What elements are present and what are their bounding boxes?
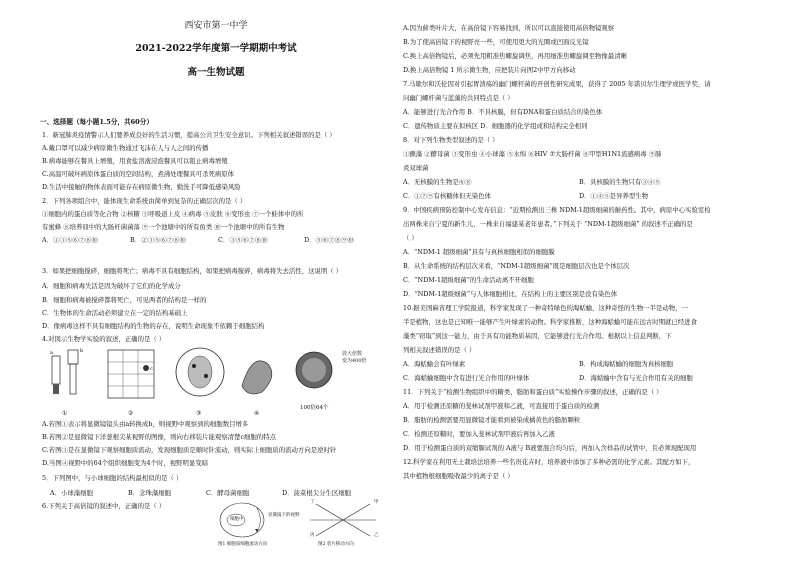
q5-option-b: B．念珠藻细胞	[128, 489, 172, 497]
q8-stem: 8．对下列生物类型叙述的是（ ）	[403, 136, 499, 144]
q11-option-a: A．用于检测还原糖的斐林试剂甲液和乙液，可直接用于蛋白质的检测	[403, 402, 600, 410]
q10-option-d: D．海蛞蝓中含有与光合作用有关的细胞	[579, 374, 693, 382]
q3-option-b: B．细胞和病毒被搅碎都将死亡，可见两者的结构是一样的	[42, 296, 207, 304]
q6-stem: 6.下列关于高倍镜的叙述中，正确的是（ ）	[42, 502, 166, 510]
cell-grid-view-icon	[296, 352, 332, 388]
q2-items-2: 有蜜蜂 ⑧培养皿中的大肠杆菌菌落 ⑨一个池塘中的所有鱼类 ⑩一个池塘中的所有生物	[42, 223, 285, 231]
q5-option-c: C．酵母菌细胞	[206, 489, 250, 497]
q1-option-c: C.高温可破坏病原体蛋白质的空间结构，煮沸处理餐具可杀死病原体	[42, 170, 235, 178]
fig-num-4: ④	[254, 410, 260, 417]
section-heading: 一、选择题（每小题1.5分，共60分）	[40, 118, 153, 126]
fig-num-1: ①	[62, 410, 68, 417]
root-tip-view-icon	[108, 350, 154, 398]
q2-option-d: D．⑤⑥⑦⑧⑨⑩	[304, 236, 354, 244]
q10-option-b: B．构成海蛞蝓的细胞为真核细胞	[579, 360, 674, 368]
fig1-caption: 图1 细胞质细胞流动方向	[218, 542, 268, 547]
q6-figure-2	[304, 498, 384, 542]
q8-option-d: D．①④⑤是异养型生物	[579, 192, 649, 200]
q12-stem-2: 其中植物根细胞吸收最少的离子是（ ）	[403, 472, 514, 480]
q8-items-1: ①颤藻 ②酵母菌 ③变形虫 ④小球藻 ⑤水绵 ⑥HIV ⑦大肠杆菌 ⑧甲型H1N1流感病毒 ⑨肺	[403, 150, 662, 158]
q1-option-d: D.生活中接触的物体表面可能存在病原微生物，勤洗手可降低感染风险	[42, 183, 241, 191]
fig1-label-view: 显微镜下的视野	[268, 513, 300, 518]
q5-option-a: A．小球藻细胞	[50, 489, 93, 497]
fig2-label-b: 甲	[374, 500, 379, 505]
subject-title: 高一生物试题	[187, 67, 245, 78]
q8-option-b: B．具核膜的生物只有③④⑤	[579, 178, 661, 186]
svg-text:b: b	[80, 348, 84, 354]
q4-figure	[42, 346, 390, 418]
q5-stem: 5．下列图中，与小球细胞的结构最相似的是（ ）	[42, 474, 183, 482]
q2-option-c: C．③⑤⑥⑦⑧⑩	[218, 236, 268, 244]
cytoplasm-flow-view-icon	[176, 348, 224, 396]
q6-option-a: A.因为藓类叶片大，在高倍镜下容易找到，所以可以直接使用高倍物镜观察	[403, 24, 615, 32]
magnification-note: 放大倍数 变为400倍	[342, 351, 367, 364]
q7-options-ab: A．能够进行光合作用 B．不具核膜，但有DNA和蛋白质结合的染色体	[403, 108, 603, 116]
q4-stem: 4.对図示生物学实验的叙述，正确的是（ ）	[42, 335, 166, 343]
objective-lens-icon	[50, 348, 83, 394]
q10-stem-1: 10.据美国麻省理工学院报道，科学家发现了一种奇特绿色的海蛞蝓，这种奇怪的生物一半是动物，一	[403, 304, 688, 312]
q9-option-a: A．“NDM-1 超级细菌”具有与真核细胞相似的细胞膜	[403, 248, 555, 256]
q2-stem: 2．下列各项组合中，能体现生命系统由简单到复杂的正确层次的是（ ）	[42, 197, 247, 205]
q1-option-b: B.病毒能够在餐具上增殖，用食盐溶液浸泡餐具可以阻止病毒增殖	[42, 157, 228, 165]
q12-stem-1: 12.科学家在利用无土栽培法培养一些名贵花卉时，培养液中添加了多种必需的化学元素。其配方如下，	[403, 458, 695, 466]
q3-stem: 3．如果把细胞搅碎，细胞将死亡；病毒不具有细胞结构，如果把病毒搅碎，病毒将失去活性，这说明（ ）	[42, 267, 343, 275]
fig2-caption: 图2 装片移动方向	[318, 542, 354, 547]
fig2-label-c: 丙	[310, 533, 315, 538]
q3-option-a: A．细胞和病毒失活是因为破坏了它们的化学成分	[42, 282, 181, 290]
q10-option-c: C．海蛞蝓细胞中含有进行光合作用的叶绿体	[403, 374, 530, 382]
q5-option-d: D．菠菜根尖分生区细胞	[282, 489, 352, 497]
q2-items-1: ①细胞内的蛋白质等化合物 ②核糖 ③呼吸道上皮 ④病毒 ⑤皮肤 ⑥变形虫 ⑦一个蛙体中的所	[42, 210, 304, 218]
q4-option-d: D.当图④视野中的64个组织细胞变为4个时，视野明显变暗	[42, 459, 209, 467]
q1-stem: 1．新冠肺炎疫情警示人们要养成良好的生活习惯，提高公共卫生安全意识。下列相关叙述错误的是（ ）	[42, 131, 336, 139]
q6-option-b: B.为了使高倍镜下的视野亮一些，可使用更大的光圈或凹面反光镜	[403, 38, 589, 46]
q7-stem-1: 7.马歇尔和沃伦因对引起胃溃疡的幽门螺杆菌的开创性研究成果，获得了 2005 年诺贝尔生理学或医学奖，请	[403, 80, 711, 88]
q9-stem-1: 9．中国疾病预防控制中心发布信息：“近期检测出三株 NDM-1超级细菌的耐药性。其中，病原中心实验室检	[403, 206, 711, 214]
q10-stem-3: 藻类“窃取”到这一能力，由于具有功能物质基因，它能够进行光合作用。根据以上信息判断，下	[403, 332, 672, 340]
svg-text:c: c	[150, 366, 153, 372]
q7-options-cd: C．遗传物质主要在拟核区 D．细胞器的化学组成和结构完全相同	[403, 122, 588, 130]
q10-stem-4: 列相关叙述错误的是（ ）	[403, 346, 476, 354]
q11-option-c: C．检测还原糖时，要加入斐林试剂甲液后再加入乙液	[403, 430, 555, 438]
q6-option-c: C.换上高倍物镜后，必须先用粗准焦螺旋调焦，再用细准焦螺旋调至物像最清晰	[403, 52, 627, 60]
q9-option-c: C．“NDM-1超级细菌”的生命活动离不开细胞	[403, 276, 534, 284]
q9-option-b: B．从生命系统的结构层次来看，“NDM-1超级细菌”既是细胞层次也是个体层次	[403, 262, 630, 270]
fig2-label-d: 乙	[374, 533, 379, 538]
q11-option-d: D．用于检测蛋白质的双缩脲试剂的 A液与 B液要混合均匀后，再加入含样品的试管中，且必须现配现用	[403, 444, 697, 452]
exam-title: 2021-2022学年度第一学期期中考试	[135, 43, 297, 54]
q11-stem: 11．下列关于“检测生物组织中的糖类、脂肪和蛋白质”实验操作步骤的叙述，正确的是（ ）	[403, 388, 663, 396]
q7-stem-2: 问幽门螺杆菌与蓝藻的共同特点是（ ）	[403, 94, 514, 102]
cell-count-note: 100倍64个	[300, 405, 329, 411]
q4-option-c: C.若图③是在显微镜下观察细胞质流动，发现细胞质是顺时针流动，则实际上细胞质的流动方向是逆时针	[42, 446, 337, 454]
svg-text:a: a	[50, 350, 53, 356]
q9-stem-3: （ ）	[403, 234, 418, 242]
q11-option-b: B．脂肪的检测需要用显微镜才能看到被染成橘黄色的脂肪颗粒	[403, 416, 581, 424]
q2-option-a: A．①③⑤⑥⑦⑧⑩	[42, 236, 98, 244]
q3-option-c: C．生物体的生命活动必须建立在一定的结构基础上	[42, 309, 188, 317]
q8-option-c: C．①⑦⑨有核糖体但无染色体	[403, 192, 491, 200]
q3-option-d: D．像病毒这样不具有细胞结构的生物的存在，说明生命现象不依赖于细胞结构	[42, 322, 265, 330]
q10-stem-2: 半是植物，这也是已知唯一能够产生叶绿素的动物。科学家推断，这种海蛞蝓可能在远古时期就已经进食	[403, 318, 697, 326]
fig-num-3: ③	[196, 410, 202, 417]
q8-option-a: A．无核膜的生物是⑥⑧	[403, 178, 472, 186]
q4-option-a: A.若图①表示将显微镜镜头由a转换成b，则视野中观察到的细胞数目增多	[42, 420, 249, 428]
q1-option-a: A.戴口罩可以减少病原微生物通过飞沫在人与人之间的传播	[42, 144, 209, 152]
fig-num-2: ②	[128, 410, 134, 417]
q8-items-2: 炎双球菌	[403, 164, 429, 172]
q10-option-a: A．海蛞蝓会有叶绿素	[403, 360, 466, 368]
q2-option-b: B．②③⑤⑥⑦⑧⑩	[130, 236, 186, 244]
q4-option-b: B.若图②是显微镜下洋葱根尖某视野的图像，则向右移装片能观察清楚c细胞的特点	[42, 433, 276, 441]
school-title: 西安市第一中学	[184, 21, 248, 31]
q9-option-d: D．“NDM-1超级细菌”与人体细胞相比，在结构上的主要区别是没有染色体	[403, 290, 618, 298]
tissue-view-icon	[242, 361, 272, 394]
fig2-label-a: 丁	[310, 500, 315, 505]
q9-stem-2: 出两株来自宁夏的新生儿，一株来自福建某老年患者。”下列关于 “NDM-1超级细菌” 的叙述不正确的是	[403, 220, 693, 228]
fig1-label-cell: 细胞中	[230, 517, 244, 522]
q6-option-d: D.换上高倍物镜 1 所示微生物，应把装片向图2中甲方向移动	[403, 66, 576, 74]
